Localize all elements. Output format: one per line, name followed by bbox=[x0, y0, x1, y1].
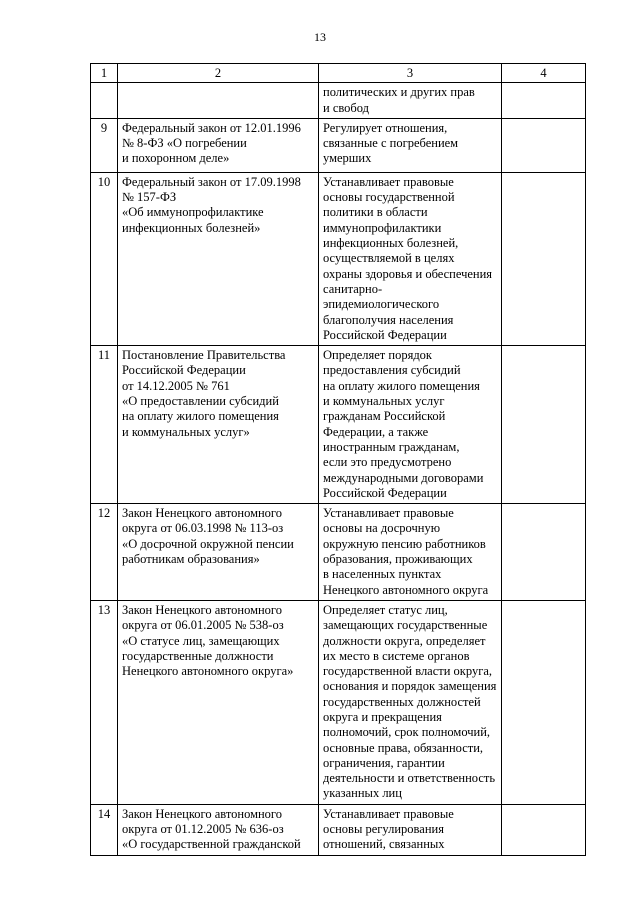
legal-act-line: на оплату жилого помещения bbox=[122, 409, 279, 424]
header-cell: 2 bbox=[118, 64, 319, 83]
description-line: ограничения, гарантии bbox=[323, 755, 445, 770]
description-line: государственных должностей bbox=[323, 694, 481, 709]
description-line: указанных лиц bbox=[323, 786, 402, 801]
header-cell: 3 bbox=[319, 64, 502, 83]
legal-act-line: и коммунальных услуг» bbox=[122, 424, 250, 439]
description-line: Российской Федерации bbox=[323, 327, 447, 342]
description-line: полномочий, срок полномочий, bbox=[323, 725, 491, 740]
column-4-cell bbox=[502, 504, 586, 601]
description-line: Регулирует отношения, bbox=[323, 120, 448, 135]
description-line: политических и других прав bbox=[323, 85, 475, 100]
header-cell: 4 bbox=[502, 64, 586, 83]
description-line: международными договорами bbox=[323, 470, 484, 485]
legal-act-line: Ненецкого автономного округа» bbox=[122, 664, 294, 679]
table-row bbox=[91, 346, 586, 504]
description-line: благополучия населения bbox=[323, 312, 454, 327]
table-row bbox=[91, 600, 586, 804]
description-line: основания и порядок замещения bbox=[323, 679, 497, 694]
row-number: 14 bbox=[91, 804, 118, 855]
row-number: 10 bbox=[91, 172, 118, 345]
description-line: и коммунальных услуг bbox=[323, 394, 445, 409]
table-header-row bbox=[91, 64, 586, 83]
legal-act-line: Закон Ненецкого автономного bbox=[122, 506, 282, 521]
legal-act-cell bbox=[118, 118, 319, 172]
description-line: Устанавливает правовые bbox=[323, 806, 454, 821]
legal-act-line: округа от 06.03.1998 № 113-оз bbox=[122, 521, 284, 536]
description-line: Российской Федерации bbox=[323, 485, 447, 500]
column-4-cell bbox=[502, 172, 586, 345]
description-line: их место в системе органов bbox=[323, 648, 470, 663]
description-line: образования, проживающих bbox=[323, 552, 473, 567]
description-line: предоставления субсидий bbox=[323, 363, 461, 378]
description-line: на оплату жилого помещения bbox=[323, 378, 480, 393]
description-line: основы регулирования bbox=[323, 822, 444, 837]
description-line: эпидемиологического bbox=[323, 297, 440, 312]
description-line: санитарно- bbox=[323, 281, 383, 296]
description-line: Устанавливает правовые bbox=[323, 506, 454, 521]
legal-act-cell bbox=[118, 804, 319, 855]
description-line: в населенных пунктах bbox=[323, 567, 442, 582]
legal-act-cell bbox=[118, 600, 319, 804]
legal-act-line: государственные должности bbox=[122, 648, 274, 663]
description-line: и свобод bbox=[323, 100, 370, 115]
page-number: 13 bbox=[314, 30, 326, 44]
description-cell bbox=[319, 346, 502, 504]
description-cell bbox=[319, 83, 502, 119]
description-line: иммунопрофилактики bbox=[323, 220, 442, 235]
legal-act-line: и похоронном деле» bbox=[122, 151, 230, 166]
description-line: государственной власти округа, bbox=[323, 664, 493, 679]
table-body bbox=[91, 83, 586, 855]
legal-act-line: Постановление Правительства bbox=[122, 348, 286, 363]
description-line: связанные с погребением bbox=[323, 136, 459, 151]
legal-act-line: округа от 01.12.2005 № 636-оз bbox=[122, 822, 284, 837]
column-4-cell bbox=[502, 118, 586, 172]
row-number: 12 bbox=[91, 504, 118, 601]
description-cell bbox=[319, 172, 502, 345]
description-line: окружную пенсию работников bbox=[323, 536, 486, 551]
description-line: Определяет порядок bbox=[323, 348, 433, 363]
table-row bbox=[91, 504, 586, 601]
table-row bbox=[91, 118, 586, 172]
legal-act-line: от 14.12.2005 № 761 bbox=[122, 378, 230, 393]
legal-act-line: Закон Ненецкого автономного bbox=[122, 602, 282, 617]
description-line: Федерации, а также bbox=[323, 424, 429, 439]
description-line: замещающих государственные bbox=[323, 618, 488, 633]
legal-act-line: «О статусе лиц, замещающих bbox=[122, 633, 280, 648]
legal-act-cell bbox=[118, 83, 319, 119]
description-line: охраны здоровья и обеспечения bbox=[323, 266, 493, 281]
table-row bbox=[91, 804, 586, 855]
description-line: основные права, обязанности, bbox=[323, 740, 484, 755]
description-line: деятельности и ответственность bbox=[323, 771, 496, 786]
legal-act-cell bbox=[118, 504, 319, 601]
description-line: инфекционных болезней, bbox=[323, 236, 459, 251]
legal-act-line: «О государственной гражданской bbox=[122, 837, 301, 852]
legal-act-line: Российской Федерации bbox=[122, 363, 246, 378]
column-4-cell bbox=[502, 83, 586, 119]
row-number: 13 bbox=[91, 600, 118, 804]
legal-act-line: № 157-ФЗ bbox=[122, 190, 177, 205]
description-cell bbox=[319, 600, 502, 804]
description-cell bbox=[319, 118, 502, 172]
legal-act-line: № 8-ФЗ «О погребении bbox=[122, 136, 247, 151]
description-cell bbox=[319, 504, 502, 601]
legal-act-line: Федеральный закон от 17.09.1998 bbox=[122, 174, 301, 189]
description-line: Устанавливает правовые bbox=[323, 174, 454, 189]
description-line: иностранным гражданам, bbox=[323, 439, 460, 454]
row-number bbox=[91, 83, 118, 119]
description-line: должности округа, определяет bbox=[323, 633, 486, 648]
column-4-cell bbox=[502, 346, 586, 504]
description-cell bbox=[319, 804, 502, 855]
legal-act-line: инфекционных болезней» bbox=[122, 220, 261, 235]
description-line: отношений, связанных bbox=[323, 837, 445, 852]
description-line: округа и прекращения bbox=[323, 709, 442, 724]
table-row bbox=[91, 172, 586, 345]
description-line: гражданам Российской bbox=[323, 409, 446, 424]
description-line: основы на досрочную bbox=[323, 521, 441, 536]
legal-act-line: «О досрочной окружной пенсии bbox=[122, 536, 294, 551]
column-4-cell bbox=[502, 600, 586, 804]
legal-act-line: округа от 06.01.2005 № 538-оз bbox=[122, 618, 284, 633]
row-number: 11 bbox=[91, 346, 118, 504]
legal-act-line: «О предоставлении субсидий bbox=[122, 394, 279, 409]
header-cell: 1 bbox=[91, 64, 118, 83]
description-line: Определяет статус лиц, bbox=[323, 602, 448, 617]
legal-act-line: Федеральный закон от 12.01.1996 bbox=[122, 120, 301, 135]
description-line: основы государственной bbox=[323, 190, 455, 205]
description-line: умерших bbox=[323, 151, 372, 166]
column-4-cell bbox=[502, 804, 586, 855]
description-line: если это предусмотрено bbox=[323, 455, 452, 470]
legal-act-cell bbox=[118, 172, 319, 345]
legal-act-line: «Об иммунопрофилактике bbox=[122, 205, 264, 220]
legal-act-line: работникам образования» bbox=[122, 552, 260, 567]
legal-act-line: Закон Ненецкого автономного bbox=[122, 806, 282, 821]
description-line: Ненецкого автономного округа bbox=[323, 582, 489, 597]
description-line: осуществляемой в целях bbox=[323, 251, 455, 266]
row-number: 9 bbox=[91, 118, 118, 172]
table-row bbox=[91, 83, 586, 119]
legal-acts-table bbox=[90, 63, 586, 856]
legal-act-cell bbox=[118, 346, 319, 504]
description-line: политики в области bbox=[323, 205, 428, 220]
